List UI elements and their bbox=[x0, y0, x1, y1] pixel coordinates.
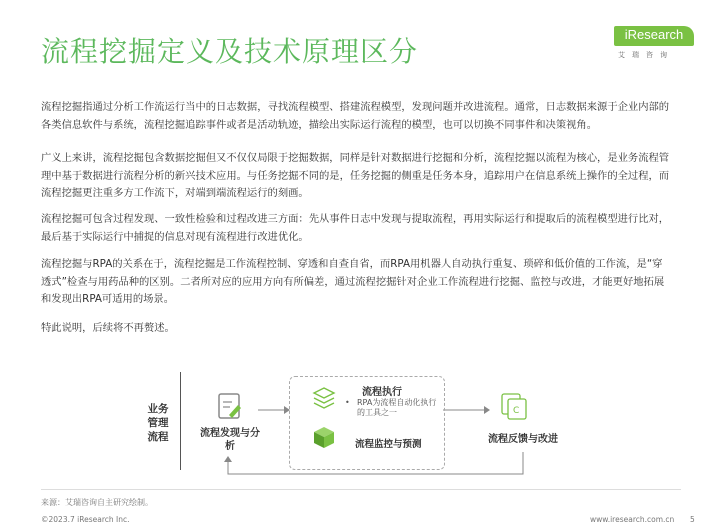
diagram-side-label: 业务管理流程 bbox=[147, 403, 169, 443]
step-discovery-label: 流程发现与分析 bbox=[200, 428, 260, 452]
arrow-right-icon bbox=[258, 406, 290, 414]
page-number: 5 bbox=[690, 515, 695, 524]
step-feedback-label: 流程反馈与改进 bbox=[488, 434, 558, 445]
paragraph-broad-meaning: 广义上来讲，流程挖掘包含数据挖掘但又不仅仅局限于挖掘数据，同样是针对数据进行挖掘和分析，流程挖掘以流程为核心，是业务流程管理中基于数据进行流程分析的新兴技术应用。与任务挖掘不同的是，任务挖掘的侧重是任务本身，追踪用户在信息系统上操作的全过程，而流程挖掘更注重多方工作流下，对端到端流程运行的刻画。 bbox=[41, 152, 670, 200]
website-link[interactable]: www.iresearch.com.cn bbox=[590, 515, 675, 524]
svg-text:C: C bbox=[513, 406, 520, 416]
copyright: ©2023.7 iResearch Inc. bbox=[41, 515, 130, 524]
logo-subtitle: 艾瑞咨询 bbox=[618, 51, 674, 59]
clipboard-icon bbox=[219, 394, 241, 418]
execution-note bbox=[345, 398, 437, 418]
paragraph-definition: 流程挖掘指通过分析工作流运行当中的日志数据，寻找流程模型、搭建流程模型，发现问题并改进流程。通常，日志数据来源于企业内部的各类信息软件与系统，流程挖掘追踪事件或者是活动轨迹，描绘出实际运行流程的模型，也可以切换不同事件和决策视角。 bbox=[41, 101, 670, 131]
paragraph-rpa-relation: 流程挖掘与RPA的关系在于，流程挖掘是工作流程控制、穿透和自查自省，而RPA用机器人自动执行重复、琐碎和低价值的工作流，是“穿透式”检查与用药品种的区别。二者所对应的应用方向有所偏差，通过流程挖掘针对企业工作流程进行挖掘、监控与改进，才能更好地拓展和发现出RPA可适用的场景。 bbox=[41, 258, 665, 306]
footer-divider bbox=[41, 489, 681, 490]
step-monitor-label: 流程监控与预测 bbox=[355, 439, 422, 450]
bullet-dot: • bbox=[345, 398, 350, 407]
paragraph-note: 特此说明，后续将不再赘述。 bbox=[41, 322, 175, 334]
source-note: 来源：艾瑞咨询自主研究绘制。 bbox=[41, 498, 153, 507]
execution-note-text: RPA为流程自动化执行的工具之一 bbox=[357, 398, 437, 417]
document-stack-icon bbox=[502, 394, 526, 419]
arrow-right-icon bbox=[443, 406, 490, 414]
step-execution-label: 流程执行 bbox=[362, 387, 402, 398]
paragraph-three-aspects: 流程挖掘可包含过程发现、一致性检验和过程改进三方面：先从事件日志中发现与提取流程，再用实际运行和提取后的流程模型进行比对，最后基于实际运行中捕捉的信息对现有流程进行改进优化。 bbox=[41, 213, 670, 243]
page-title: 流程挖掘定义及技术原理区分 bbox=[41, 35, 419, 68]
logo-brand: iResearch bbox=[624, 27, 684, 42]
